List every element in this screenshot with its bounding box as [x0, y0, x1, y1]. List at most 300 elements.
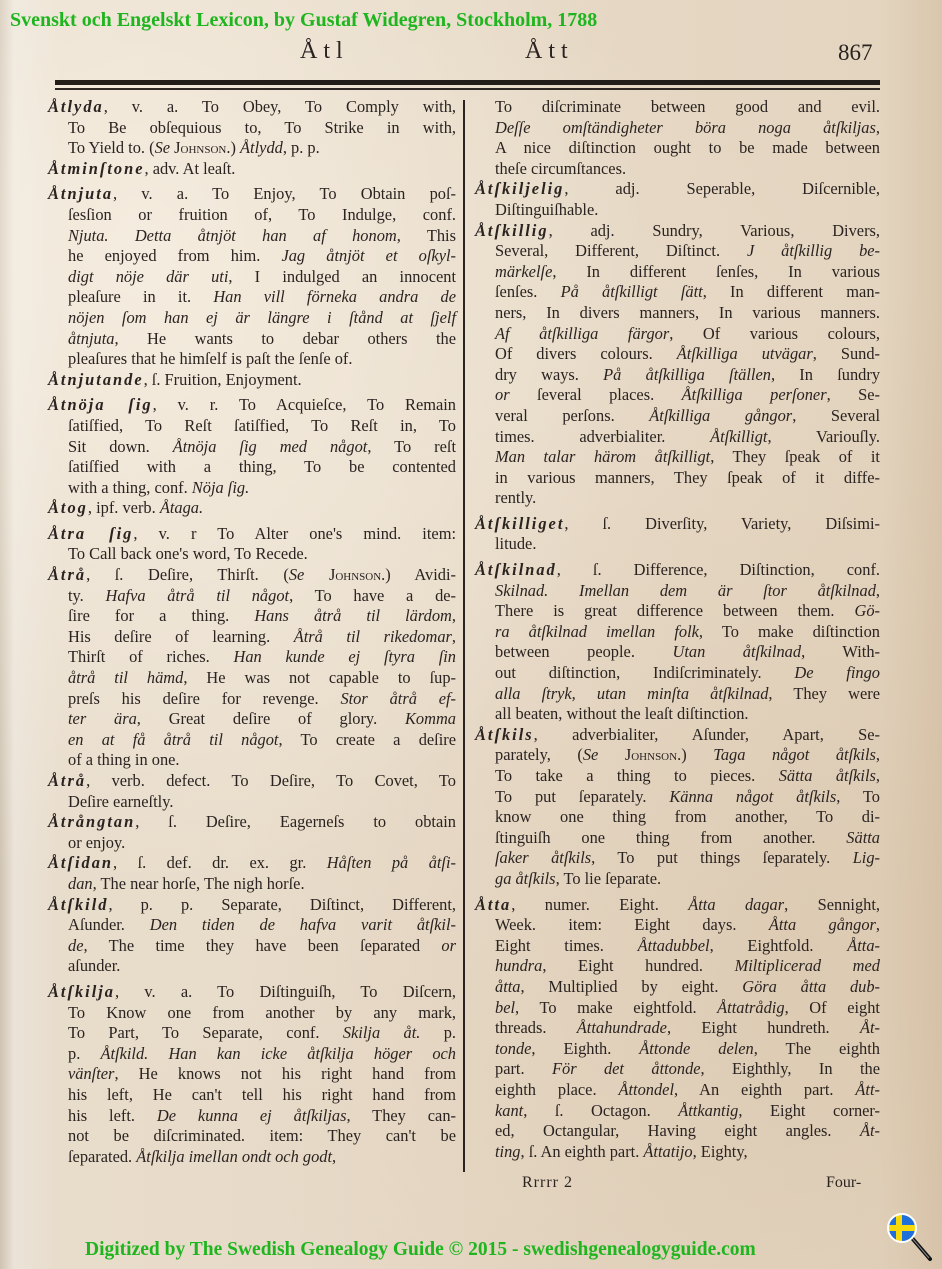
headword: Åtta — [475, 894, 512, 914]
entry-line — [475, 848, 880, 869]
entry-line — [475, 406, 880, 427]
english-gloss: , Sund- — [812, 344, 880, 364]
entry-line — [475, 581, 880, 602]
entry-line — [475, 828, 880, 849]
entry-line — [475, 1142, 880, 1163]
english-gloss: To put ſeparately. — [495, 786, 670, 806]
entry-line — [48, 586, 456, 607]
swedish-example: Se — [288, 565, 305, 585]
swedish-example: J åtſkillig be- — [747, 241, 880, 261]
entry-line — [48, 750, 456, 771]
english-gloss: , To have a de- — [289, 585, 456, 605]
entry-line — [48, 936, 456, 957]
english-gloss: To Be obſequious to, To Strike in with, — [68, 117, 456, 137]
swedish-example: Den tiden de hafva varit åtſkil- — [149, 915, 456, 935]
entry-line — [48, 812, 456, 833]
entry-line — [48, 606, 456, 627]
entry-line — [48, 1147, 456, 1168]
dictionary-entry — [48, 565, 456, 771]
swedish-example: Gö- — [854, 601, 880, 621]
entry-line — [475, 447, 880, 468]
entry-line — [475, 324, 880, 345]
entry-line — [48, 730, 456, 751]
entry-line — [475, 365, 880, 386]
entry-line — [475, 725, 880, 746]
english-gloss: , — [875, 745, 880, 765]
english-gloss: , Eighty, — [692, 1141, 748, 1161]
entry-line — [475, 262, 880, 283]
english-gloss: , An eighth part. — [674, 1079, 856, 1099]
swedish-example: Sätta åtſkils — [778, 766, 876, 785]
entry-line — [475, 200, 880, 221]
english-gloss: ſeparated. — [68, 1146, 137, 1166]
entry-line — [475, 560, 880, 581]
dictionary-entry — [475, 560, 880, 725]
swedish-example: De fingo — [794, 663, 880, 683]
entry-line — [48, 1044, 456, 1065]
entry-line — [475, 303, 880, 324]
swedish-example: Ått- — [855, 1079, 880, 1099]
dictionary-entry — [48, 895, 456, 977]
english-gloss: , They were — [768, 683, 880, 703]
english-gloss: , p. p. — [282, 138, 320, 158]
english-gloss: ſeveral places. — [509, 385, 682, 405]
english-gloss: , Great deſire of glory. — [136, 709, 405, 729]
swedish-example: digt nöje där uti — [68, 266, 229, 286]
entry-line — [475, 1101, 880, 1122]
dictionary-entry — [48, 97, 456, 159]
english-gloss: ) — [681, 745, 714, 765]
swedish-example: Åttondel — [618, 1079, 675, 1099]
english-gloss: , He was not capable to ſup- — [183, 668, 456, 688]
swedish-example: nöjen ſom han ej är längre i ſtånd at ſjelf — [68, 307, 456, 327]
swedish-example: Åtſkilligt — [710, 426, 768, 446]
swedish-example: På åtſkilliga ſtällen — [603, 364, 771, 384]
entry-line — [475, 977, 880, 998]
swedish-example: Hafva åtrå til något — [105, 585, 290, 605]
swedish-example: Åt- — [859, 1121, 880, 1141]
reference-author: Johnson. — [624, 745, 682, 765]
swedish-example: märkelſe — [495, 261, 553, 281]
english-gloss: , In ſundry — [770, 364, 881, 384]
swedish-example: Skilnad. Imellan dem är ſtor åtſkilnad — [495, 580, 876, 600]
english-gloss: To take a thing to pieces. — [495, 766, 779, 785]
dictionary-entry-continuation — [475, 97, 880, 179]
swedish-example: De kunna ej åtſkiljas — [156, 1105, 347, 1125]
page-number: 867 — [838, 40, 873, 65]
entry-line — [475, 869, 880, 890]
english-gloss: Diſtinguiſhable. — [495, 199, 599, 219]
headword: Åtra ſig — [48, 523, 134, 543]
entry-line — [475, 807, 880, 828]
entry-line — [48, 478, 456, 499]
entry-line — [475, 745, 880, 766]
entry-line — [475, 601, 880, 622]
english-gloss: , In different man- — [702, 282, 880, 302]
english-gloss: aſunder. — [68, 956, 121, 976]
english-gloss: , To — [836, 786, 880, 806]
english-gloss: , — [875, 580, 880, 600]
entry-line — [475, 956, 880, 977]
entry-line — [475, 385, 880, 406]
english-gloss: , Eight corner- — [738, 1100, 880, 1120]
headword: Åtſkild — [48, 894, 109, 914]
entry-line — [48, 524, 456, 545]
entry-line — [48, 709, 456, 730]
entry-line — [475, 221, 880, 242]
right-column — [475, 97, 880, 1162]
english-gloss: , ſ. Diverſity, Variety, Diſsimi- — [564, 513, 880, 533]
english-gloss: , ſ. def. dr. ex. gr. — [113, 853, 327, 873]
entry-line — [475, 998, 880, 1019]
dictionary-entry — [475, 221, 880, 509]
swedish-example: tonde — [495, 1038, 532, 1058]
headword: Åtſkillig — [475, 220, 549, 240]
headword: Åtrå — [48, 565, 87, 585]
english-gloss: , He wants to debar others the — [114, 328, 456, 348]
header-rule-thick — [55, 80, 880, 85]
swedish-example: Man talar härom åtſkilligt — [495, 447, 711, 467]
entry-line — [475, 118, 880, 139]
entry-line — [475, 179, 880, 200]
english-gloss: , Sennight, — [784, 894, 881, 914]
dictionary-entry — [48, 184, 456, 369]
entry-line — [48, 349, 456, 370]
swedish-example: or — [441, 935, 456, 955]
entry-line — [475, 787, 880, 808]
swedish-example: Han vill förneka andra de — [213, 287, 456, 307]
english-gloss: To Part, To Separate, conf. — [68, 1023, 343, 1043]
english-gloss: , Of eight — [784, 997, 880, 1017]
entry-line — [48, 416, 456, 437]
swedish-example: Hans åtrå til lärdom — [254, 606, 452, 626]
entry-line — [48, 308, 456, 329]
english-gloss: , adverbialiter, Aſunder, Apart, Se- — [533, 724, 880, 744]
english-gloss: veral perſons. — [495, 405, 650, 425]
swedish-example: Åttadubbel — [637, 935, 710, 955]
swedish-example: Åttahundrade — [576, 1018, 667, 1038]
english-gloss: , To make eightfold. — [515, 997, 718, 1017]
english-gloss: , ſ. An eighth part. — [520, 1141, 644, 1161]
entry-line — [48, 647, 456, 668]
english-gloss: , Eighthly, In the — [700, 1059, 880, 1079]
dictionary-entry — [475, 179, 880, 220]
headword: Åtſkiljelig — [475, 179, 565, 199]
dictionary-entry — [475, 725, 880, 890]
swedish-example: Åtta- — [847, 935, 880, 955]
english-gloss: , v. a. To Diſtinguiſh, To Diſcern, — [115, 981, 456, 1001]
entry-line — [48, 853, 456, 874]
english-gloss: , The eighth — [753, 1038, 880, 1058]
english-gloss: , p. p. Separate, Diſtinct, Different, — [108, 894, 456, 914]
entry-line — [475, 1018, 880, 1039]
english-gloss: , They ſpeak of it — [710, 447, 880, 467]
english-gloss: part. — [495, 1059, 552, 1079]
entry-line — [48, 437, 456, 458]
swedish-example: ting — [495, 1141, 521, 1161]
english-gloss: dry ways. — [495, 364, 604, 384]
swedish-example: Komma — [404, 709, 456, 729]
swedish-example: Åtrå til rikedomar — [293, 626, 452, 646]
english-gloss: , ſ. Fruition, Enjoyment. — [143, 369, 302, 389]
dictionary-entry — [48, 524, 456, 565]
entry-line — [48, 1126, 456, 1147]
english-gloss: To Know one from another by any mark, — [68, 1002, 456, 1022]
entry-line — [48, 457, 456, 478]
entry-line — [475, 766, 880, 787]
english-gloss: , v. a. To Enjoy, To Obtain poſ- — [113, 184, 456, 204]
entry-line — [475, 663, 880, 684]
swedish-example: Han kunde ej ſtyra ſin — [233, 647, 456, 667]
entry-line — [48, 498, 456, 519]
english-gloss: ſenſes. — [495, 282, 561, 302]
english-gloss: , To make diſtinction — [698, 621, 880, 641]
swedish-example: de — [68, 935, 84, 955]
entry-line — [48, 792, 456, 813]
column-divider — [463, 100, 465, 1172]
entry-line — [475, 282, 880, 303]
entry-line — [475, 895, 880, 916]
swedish-example: bel — [495, 997, 516, 1017]
entry-line — [48, 895, 456, 916]
english-gloss: ) — [230, 138, 241, 158]
running-head-center: Ått — [525, 38, 574, 64]
english-gloss: ſire for a thing. — [68, 606, 255, 626]
swedish-example: Sätta — [846, 827, 880, 847]
swedish-example: Utan åtſkilnad — [672, 642, 802, 662]
english-gloss: pleaſures that he himſelf is paſt the ſenſe of. — [68, 349, 353, 369]
headword: Åtſkils — [475, 724, 534, 744]
english-gloss: , Eight hundred. — [542, 956, 735, 976]
entry-line — [475, 468, 880, 489]
english-gloss: A nice diſtinction ought to be made between — [495, 138, 880, 158]
swedish-example: åtrå til hämd — [68, 668, 184, 688]
entry-line — [48, 982, 456, 1003]
entry-line — [48, 205, 456, 226]
english-gloss: his left. — [68, 1105, 157, 1125]
entry-line — [48, 668, 456, 689]
swedish-example: Jag åtnjöt et oſkyl- — [281, 246, 456, 266]
english-gloss: litude. — [495, 534, 537, 554]
dictionary-entry — [48, 498, 456, 519]
header-rule-thin — [55, 88, 880, 90]
english-gloss: , v. r. To Acquieſce, To Remain — [152, 395, 457, 415]
english-gloss: times. adverbialiter. — [495, 426, 711, 446]
reference-author: Johnson. — [174, 138, 231, 158]
dictionary-entry — [48, 982, 456, 1167]
english-gloss: out diſtinction, Indiſcriminately. — [495, 663, 795, 683]
english-gloss: , With- — [801, 642, 880, 662]
english-gloss: , — [451, 606, 456, 626]
swedish-flag-magnifier-icon — [884, 1210, 934, 1262]
swedish-example: Känna något åtſkils — [669, 786, 837, 806]
swedish-example: Åtſkilja imellan ondt och godt — [136, 1146, 333, 1166]
headword: Åtſkilliget — [475, 513, 565, 533]
english-gloss: There is great difference between them. — [495, 601, 855, 621]
swedish-example: Nöja ſig. — [191, 477, 250, 497]
english-gloss: , The near horſe, The nigh horſe. — [92, 873, 305, 893]
entry-line — [475, 1059, 880, 1080]
entry-line — [48, 287, 456, 308]
entry-line — [475, 1080, 880, 1101]
entry-line — [475, 622, 880, 643]
english-gloss: theſe circumſtances. — [495, 158, 627, 178]
english-gloss: Sit down. — [68, 436, 173, 456]
entry-line — [475, 684, 880, 705]
entry-line — [48, 395, 456, 416]
english-gloss: His deſire of learning. — [68, 626, 294, 646]
dictionary-entry — [48, 853, 456, 894]
english-gloss: threads. — [495, 1018, 577, 1038]
entry-line — [48, 1064, 456, 1085]
english-gloss: , In different ſenſes, In various — [552, 261, 880, 281]
signature-mark: Rrrrr 2 — [522, 1174, 573, 1191]
english-gloss: with a thing, conf. — [68, 477, 192, 497]
site-title: Svenskt och Engelskt Lexicon, by Gustaf Widegren, Stockholm, 1788 — [10, 9, 598, 31]
english-gloss: p. — [420, 1023, 457, 1043]
english-gloss: , adv. At leaſt. — [144, 158, 236, 178]
swedish-example: Deſſe omſtändigheter böra noga åtſkiljas — [495, 117, 876, 137]
english-gloss: To diſcriminate between good and evil. — [495, 97, 880, 116]
swedish-example: kant — [495, 1100, 524, 1120]
english-gloss: eighth place. — [495, 1079, 619, 1099]
english-gloss: , — [451, 626, 456, 646]
entry-line — [48, 184, 456, 205]
english-gloss: , They can- — [346, 1105, 456, 1125]
swedish-example: Åtta gångor — [768, 915, 876, 935]
english-gloss: of a thing in one. — [68, 750, 180, 770]
swedish-example: Njuta. Detta åtnjöt han af honom — [68, 225, 397, 245]
dictionary-entry — [48, 771, 456, 812]
english-gloss: , The time they have been ſeparated — [83, 935, 442, 955]
swedish-example: Åt- — [859, 1018, 881, 1038]
english-gloss: , Of various colours, — [669, 323, 881, 343]
swedish-example: Af åtſkilliga färgor — [495, 323, 670, 343]
english-gloss — [304, 565, 329, 584]
entry-line — [48, 1085, 456, 1106]
english-gloss: , — [875, 915, 880, 935]
entry-line — [48, 138, 456, 159]
entry-line — [48, 159, 456, 180]
entry-line — [48, 246, 456, 267]
swedish-example: Åtlydd — [240, 138, 283, 158]
swedish-example: åtta — [495, 976, 521, 996]
english-gloss: , — [332, 1146, 337, 1166]
swedish-example: Se — [582, 745, 599, 765]
english-gloss: pleaſure in it. — [68, 287, 214, 307]
headword: Åtrångtan — [48, 812, 136, 832]
english-gloss: between people. — [495, 642, 673, 662]
swedish-example: På åtſkilligt ſätt — [560, 282, 703, 302]
swedish-example: Åttatrådig — [717, 997, 785, 1017]
entry-line — [475, 915, 880, 936]
entry-line — [48, 329, 456, 350]
english-gloss: , To put things ſeparately. — [591, 848, 853, 868]
swedish-example: Åtaga. — [159, 498, 204, 518]
english-gloss: all beaten, without the leaſt diſtinction. — [495, 704, 749, 724]
entry-line — [48, 874, 456, 895]
headword: Åtſkilja — [48, 981, 115, 1001]
english-gloss: , To lie ſeparate. — [555, 868, 662, 888]
reference-author: Johnson. — [328, 565, 386, 585]
entry-line — [475, 534, 880, 555]
magnifier-handle-shine — [912, 1238, 929, 1258]
headword: Åtlyda — [48, 97, 104, 116]
entry-line — [475, 1039, 880, 1060]
entry-line — [475, 488, 880, 509]
english-gloss: he enjoyed from him. — [68, 246, 282, 266]
english-gloss: Aſunder. — [68, 915, 150, 935]
dictionary-entry — [475, 895, 880, 1163]
swedish-example: alla ſtryk, utan minſta åtſkilnad — [495, 683, 769, 703]
english-gloss: , Several — [792, 405, 880, 425]
english-gloss: , ſ. Difference, Diſtinction, conf. — [556, 560, 880, 580]
swedish-example: åtnjuta — [68, 328, 115, 348]
entry-line — [48, 689, 456, 710]
english-gloss: , Se- — [826, 385, 881, 405]
left-column — [48, 97, 456, 1167]
swedish-example: Skilja åt. — [342, 1023, 421, 1043]
entry-line — [48, 627, 456, 648]
headword: Åtnöja ſig — [48, 395, 153, 415]
english-gloss: Several, Different, Diſtinct. — [495, 241, 747, 261]
entry-line — [48, 565, 456, 586]
entry-line — [475, 344, 880, 365]
swedish-example: Håſten på åtſi- — [326, 853, 457, 873]
swedish-example: Se — [154, 138, 171, 158]
english-gloss: his left, He can't tell his right hand from — [68, 1084, 456, 1104]
english-gloss: , v. a. To Obey, To Comply with, — [103, 97, 456, 116]
swedish-example: ga åtſkils — [495, 868, 556, 888]
swedish-example: Åttatijo — [643, 1141, 693, 1161]
swedish-example: Åttkantig — [678, 1100, 739, 1120]
entry-line — [48, 1003, 456, 1024]
swedish-example: Åtnöja ſig med något — [172, 436, 368, 456]
swedish-example: ra åtſkilnad imellan folk — [495, 621, 699, 641]
english-gloss: , — [875, 766, 880, 785]
english-gloss: , — [875, 117, 880, 137]
english-gloss: ) Avidi- — [385, 565, 456, 585]
english-gloss: not be diſcriminated. item: They can't be — [68, 1126, 456, 1146]
entry-line — [475, 241, 880, 262]
english-gloss: preſs his deſire for revenge. — [68, 688, 341, 708]
english-gloss: , verb. defect. To Deſire, To Covet, To — [86, 771, 456, 790]
entry-line — [475, 936, 880, 957]
english-gloss: Eight times. — [495, 935, 638, 955]
swedish-example: Taga något åtſkils — [713, 745, 876, 765]
headword: Åtrå — [48, 771, 87, 790]
headword: Åtog — [48, 498, 88, 518]
english-gloss: , ſ. Deſire, Eagerneſs to obtain — [135, 812, 456, 832]
dictionary-entry — [48, 812, 456, 853]
english-gloss: , v. r To Alter one's mind. item: — [133, 523, 456, 543]
english-gloss: ſatiſfied with a thing, To be contented — [68, 457, 456, 477]
english-gloss: Deſire earneſtly. — [68, 791, 174, 811]
entry-line — [475, 1121, 880, 1142]
swedish-example: ſaker åtſkils — [495, 848, 592, 868]
english-gloss: ed, Octangular, Having eight angles. — [495, 1121, 860, 1141]
swedish-example: or — [495, 385, 510, 405]
english-gloss: or enjoy. — [68, 832, 126, 852]
headword: Åtnjuta — [48, 184, 114, 204]
english-gloss: , ipf. verb. — [87, 498, 160, 518]
entry-line — [48, 1106, 456, 1127]
entry-line — [48, 833, 456, 854]
swedish-example: Stor åtrå ef- — [340, 688, 456, 708]
entry-line — [48, 118, 456, 139]
entry-line — [48, 956, 456, 977]
english-gloss: rently. — [495, 488, 537, 508]
